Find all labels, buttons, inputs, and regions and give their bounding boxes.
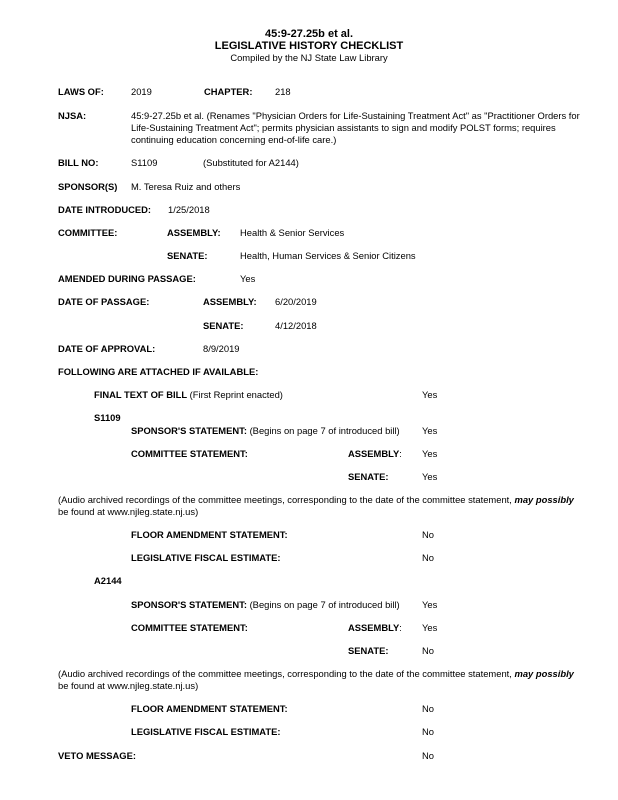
a2144-fiscal-value: No <box>422 726 434 737</box>
sponsor-value: M. Teresa Ruiz and others <box>131 181 241 192</box>
s1109-assembly-colon: : <box>399 448 402 459</box>
s1109-audio-note-line1 <box>58 494 574 506</box>
a2144-assembly-value: Yes <box>422 622 438 633</box>
s1109-sponsor-row <box>131 425 400 437</box>
s1109-fiscal-value: No <box>422 552 434 563</box>
njsa-line-1: 45:9-27.25b et al. (Renames "Physician Orders for Life-Sustaining Treatment Act" as "Practitioner Orders for <box>131 110 580 121</box>
chapter-label: CHAPTER: <box>204 86 253 97</box>
amended-label: AMENDED DURING PASSAGE: <box>58 273 196 284</box>
laws-of-label: LAWS OF: <box>58 86 104 97</box>
s1109-assembly-value: Yes <box>422 448 438 459</box>
laws-of-value: 2019 <box>131 86 152 97</box>
s1109-floor-value: No <box>422 529 434 540</box>
a2144-committee-label: COMMITTEE STATEMENT: <box>131 622 248 633</box>
a2144-floor-value: No <box>422 703 434 714</box>
a2144-committee-assembly <box>348 622 402 634</box>
veto-message-value: No <box>422 750 434 761</box>
veto-message-label: VETO MESSAGE: <box>58 750 136 761</box>
committee-senate-label: SENATE: <box>167 250 208 261</box>
bill-no-value: S1109 <box>131 157 158 168</box>
a2144-audio-emphasis: may possibly <box>514 668 574 679</box>
date-of-approval-value: 8/9/2019 <box>203 343 240 354</box>
final-text-label: FINAL TEXT OF BILL <box>94 389 188 400</box>
amended-value: Yes <box>240 273 256 284</box>
committee-label: COMMITTEE: <box>58 227 118 238</box>
date-introduced-value: 1/25/2018 <box>168 204 210 215</box>
a2144-floor-label: FLOOR AMENDMENT STATEMENT: <box>131 703 288 714</box>
document-title: 45:9-27.25b et al. <box>264 28 354 40</box>
a2144-audio-text: (Audio archived recordings of the committee meetings, corresponding to the date of the committee statement, <box>58 668 512 679</box>
passage-senate-value: 4/12/2018 <box>275 320 317 331</box>
a2144-sponsor-label: SPONSOR'S STATEMENT: <box>131 599 247 610</box>
date-of-passage-label: DATE OF PASSAGE: <box>58 296 150 307</box>
s1109-fiscal-label: LEGISLATIVE FISCAL ESTIMATE: <box>131 552 281 563</box>
s1109-sponsor-value: Yes <box>422 425 438 436</box>
s1109-audio-note-line2: be found at www.njleg.state.nj.us) <box>58 506 199 517</box>
s1109-sponsor-label: SPONSOR'S STATEMENT: <box>131 425 247 436</box>
passage-assembly-label: ASSEMBLY: <box>203 296 257 307</box>
committee-assembly-value: Health & Senior Services <box>240 227 345 238</box>
a2144-senate-value: No <box>422 645 434 656</box>
final-text-row <box>94 389 283 401</box>
a2144-audio-note-line2: be found at www.njleg.state.nj.us) <box>58 680 199 691</box>
a2144-sponsor-note: (Begins on page 7 of introduced bill) <box>249 599 400 610</box>
njsa-label: NJSA: <box>58 110 87 121</box>
compiled-by: Compiled by the NJ State Law Library <box>230 52 388 63</box>
s1109-committee-assembly <box>348 448 402 460</box>
a2144-senate-label: SENATE: <box>348 645 389 656</box>
committee-senate-value: Health, Human Services & Senior Citizens <box>240 250 416 261</box>
njsa-line-2: Life-Sustaining Treatment Act"; permits physician assistants to sign and modify POLST forms; requires <box>131 122 556 133</box>
final-text-value: Yes <box>422 389 438 400</box>
s1109-senate-value: Yes <box>422 471 438 482</box>
committee-assembly-label: ASSEMBLY: <box>167 227 221 238</box>
date-of-approval-label: DATE OF APPROVAL: <box>58 343 156 354</box>
a2144-audio-note-line1 <box>58 668 574 680</box>
passage-assembly-value: 6/20/2019 <box>275 296 317 307</box>
s1109-committee-label: COMMITTEE STATEMENT: <box>131 448 248 459</box>
s1109-heading: S1109 <box>94 412 121 423</box>
checklist-title: LEGISLATIVE HISTORY CHECKLIST <box>214 40 404 52</box>
date-introduced-label: DATE INTRODUCED: <box>58 204 152 215</box>
following-attached-heading: FOLLOWING ARE ATTACHED IF AVAILABLE: <box>58 366 259 377</box>
passage-senate-label: SENATE: <box>203 320 244 331</box>
njsa-line-3: continuing education concerning end-of-life care.) <box>131 134 337 145</box>
s1109-assembly-label: ASSEMBLY <box>348 448 400 459</box>
s1109-sponsor-note: (Begins on page 7 of introduced bill) <box>249 425 400 436</box>
a2144-fiscal-label: LEGISLATIVE FISCAL ESTIMATE: <box>131 726 281 737</box>
s1109-senate-label: SENATE: <box>348 471 389 482</box>
bill-no-label: BILL NO: <box>58 157 99 168</box>
s1109-floor-label: FLOOR AMENDMENT STATEMENT: <box>131 529 288 540</box>
chapter-value: 218 <box>275 86 291 97</box>
sponsor-label: SPONSOR(S) <box>58 181 118 192</box>
a2144-sponsor-row <box>131 599 400 611</box>
bill-substitution-note: (Substituted for A2144) <box>203 157 299 168</box>
a2144-assembly-colon: : <box>399 622 402 633</box>
s1109-audio-text: (Audio archived recordings of the committee meetings, corresponding to the date of the committee statement, <box>58 494 512 505</box>
s1109-audio-emphasis: may possibly <box>514 494 574 505</box>
a2144-assembly-label: ASSEMBLY <box>348 622 400 633</box>
a2144-heading: A2144 <box>94 575 122 586</box>
a2144-sponsor-value: Yes <box>422 599 438 610</box>
final-text-note: (First Reprint enacted) <box>189 389 283 400</box>
